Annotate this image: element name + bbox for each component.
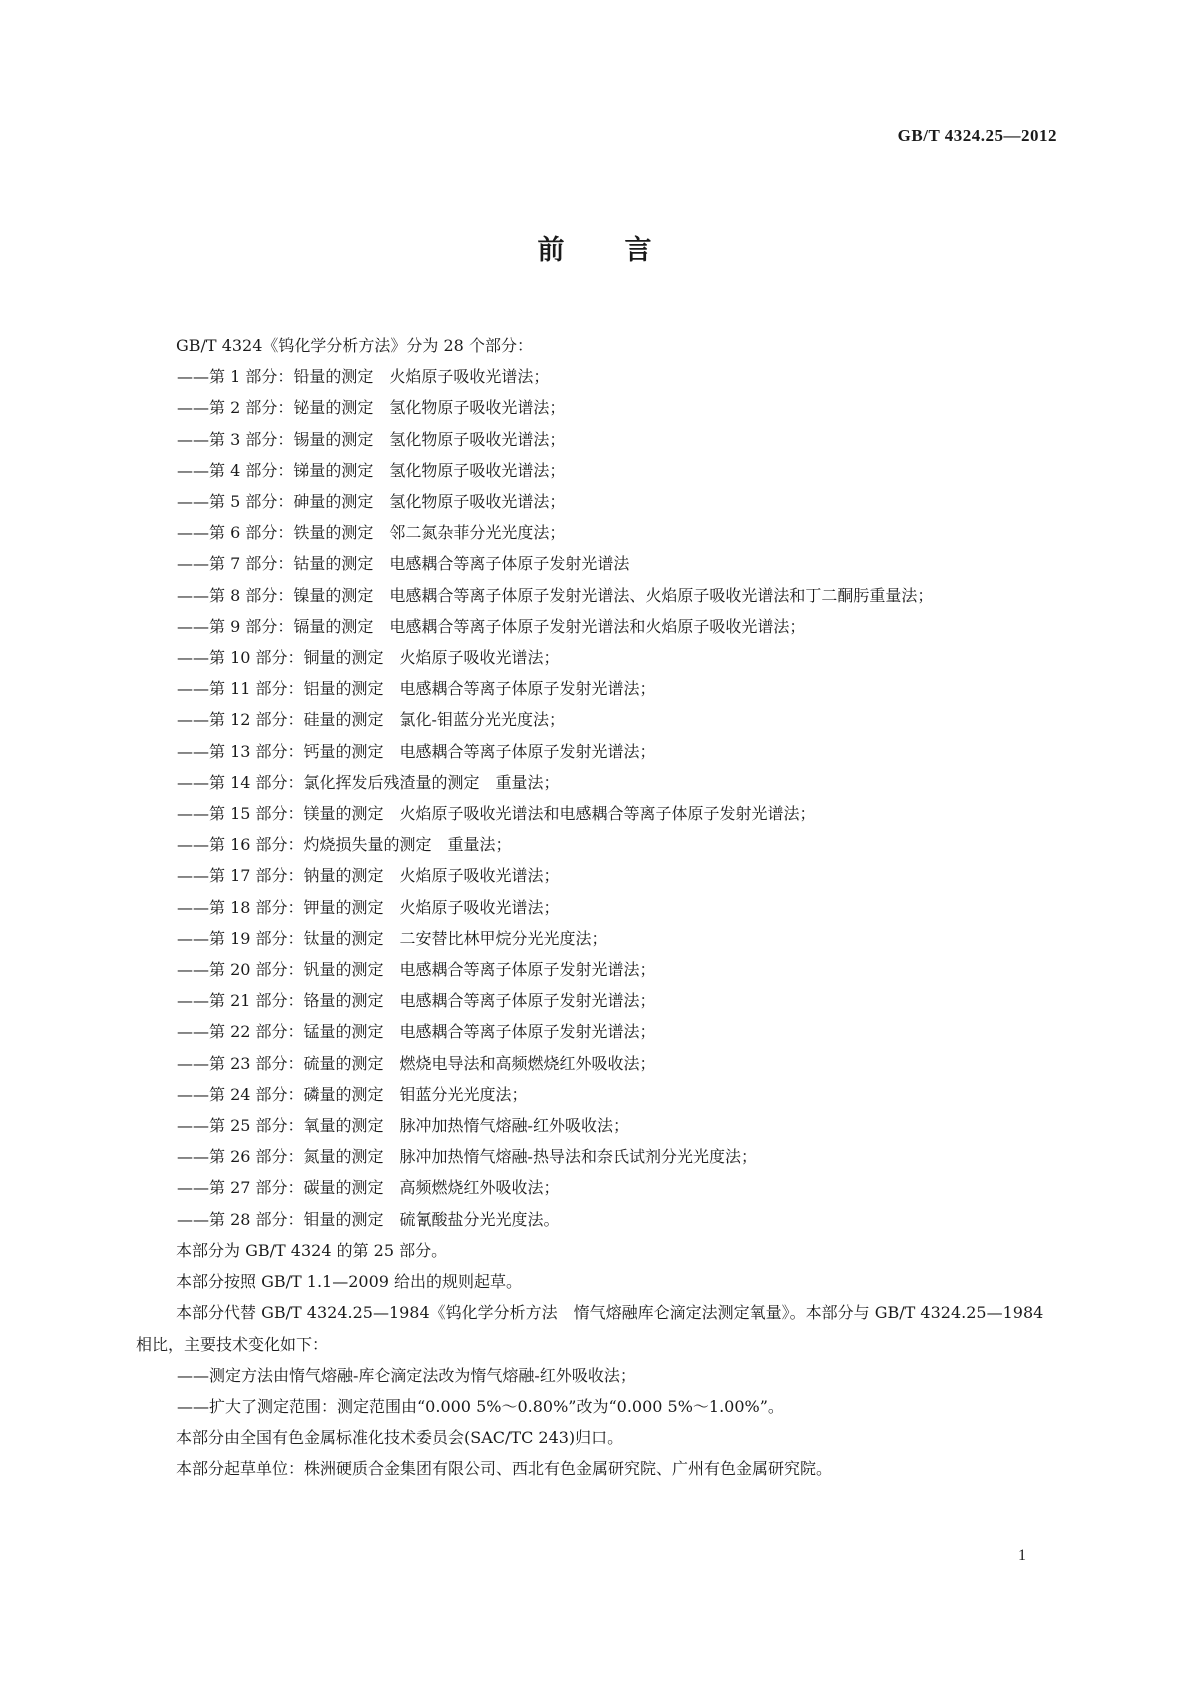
list-item: ——第 25 部分：氧量的测定 脉冲加热惰气熔融-红外吸收法； [177, 1116, 629, 1136]
replaces-statement: 本部分代替 GB/T 4324.25—1984《钨化学分析方法 惰气熔融库仑滴定法测定氧量》。本部分与 GB/T 4324.25—1984 相比，主要技术变化如下： [136, 1303, 1044, 1354]
list-item: ——第 9 部分：镉量的测定 电感耦合等离子体原子发射光谱法和火焰原子吸收光谱法； [177, 616, 806, 636]
list-item: ——第 12 部分：硅量的测定 氯化-钼蓝分光光度法； [177, 710, 565, 730]
page-number: 1 [1018, 1547, 1026, 1564]
list-item: ——第 5 部分：砷量的测定 氢化物原子吸收光谱法； [177, 492, 566, 512]
intro-paragraph: GB/T 4324《钨化学分析方法》分为 28 个部分： [176, 336, 533, 355]
foreword-body [136, 330, 1056, 1485]
list-item: ——第 14 部分：氯化挥发后残渣量的测定 重量法； [177, 772, 560, 792]
list-item: ——第 1 部分：铅量的测定 火焰原子吸收光谱法； [177, 367, 550, 387]
list-item: ——第 7 部分：钴量的测定 电感耦合等离子体原子发射光谱法 [177, 554, 630, 574]
list-item: ——第 27 部分：碳量的测定 高频燃烧红外吸收法； [177, 1178, 560, 1198]
list-item: ——第 10 部分：铜量的测定 火焰原子吸收光谱法； [177, 648, 560, 668]
drafted-by-statement: 本部分起草单位：株洲硬质合金集团有限公司、西北有色金属研究院、广州有色金属研究院。 [176, 1459, 833, 1479]
page-title: 前 言 [537, 235, 654, 266]
list-item: ——第 20 部分：钒量的测定 电感耦合等离子体原子发射光谱法； [177, 960, 656, 980]
list-item: ——第 21 部分：铬量的测定 电感耦合等离子体原子发射光谱法； [177, 991, 656, 1011]
list-item: ——第 4 部分：锑量的测定 氢化物原子吸收光谱法； [177, 460, 566, 480]
list-item: ——测定方法由惰气熔融-库仑滴定法改为惰气熔融-红外吸收法； [177, 1365, 636, 1385]
list-item: ——第 15 部分：镁量的测定 火焰原子吸收光谱法和电感耦合等离子体原子发射光谱法； [177, 804, 816, 824]
list-item: ——第 18 部分：钾量的测定 火焰原子吸收光谱法； [177, 897, 560, 917]
part-of-statement: 本部分为 GB/T 4324 的第 25 部分。 [176, 1240, 448, 1260]
drafting-rules-statement: 本部分按照 GB/T 1.1—2009 给出的规则起草。 [176, 1272, 523, 1292]
standard-code: GB/T 4324.25—2012 [897, 126, 1057, 145]
list-item: ——第 13 部分：钙量的测定 电感耦合等离子体原子发射光谱法； [177, 741, 656, 761]
list-item: ——第 24 部分：磷量的测定 钼蓝分光光度法； [177, 1084, 528, 1104]
proposed-by-statement: 本部分由全国有色金属标准化技术委员会(SAC/TC 243)归口。 [176, 1428, 624, 1448]
list-item: ——第 19 部分：钛量的测定 二安替比林甲烷分光光度法； [177, 928, 608, 948]
list-item: ——第 16 部分：灼烧损失量的测定 重量法； [177, 835, 512, 855]
list-item: ——第 26 部分：氮量的测定 脉冲加热惰气熔融-热导法和奈氏试剂分光光度法； [177, 1147, 757, 1167]
list-item: ——第 6 部分：铁量的测定 邻二氮杂菲分光光度法； [177, 523, 566, 543]
list-item: ——第 23 部分：硫量的测定 燃烧电导法和高频燃烧红外吸收法； [177, 1053, 656, 1073]
list-item: ——第 3 部分：锡量的测定 氢化物原子吸收光谱法； [177, 429, 566, 449]
changes-list [136, 1360, 1056, 1422]
list-item: ——第 17 部分：钠量的测定 火焰原子吸收光谱法； [177, 866, 560, 886]
list-item: ——第 22 部分：锰量的测定 电感耦合等离子体原子发射光谱法； [177, 1022, 656, 1042]
list-item: ——第 2 部分：铋量的测定 氢化物原子吸收光谱法； [177, 398, 566, 418]
list-item: ——第 11 部分：铝量的测定 电感耦合等离子体原子发射光谱法； [177, 679, 656, 699]
list-item: ——第 8 部分：镍量的测定 电感耦合等离子体原子发射光谱法、火焰原子吸收光谱法和丁二酮肟重量法； [177, 585, 934, 605]
list-item: ——第 28 部分：钼量的测定 硫氰酸盐分光光度法。 [177, 1209, 560, 1229]
list-item: ——扩大了测定范围：测定范围由“0.000 5%～0.80%”改为“0.000 5%～1.00%”。 [177, 1396, 784, 1416]
parts-list [136, 361, 1056, 1235]
